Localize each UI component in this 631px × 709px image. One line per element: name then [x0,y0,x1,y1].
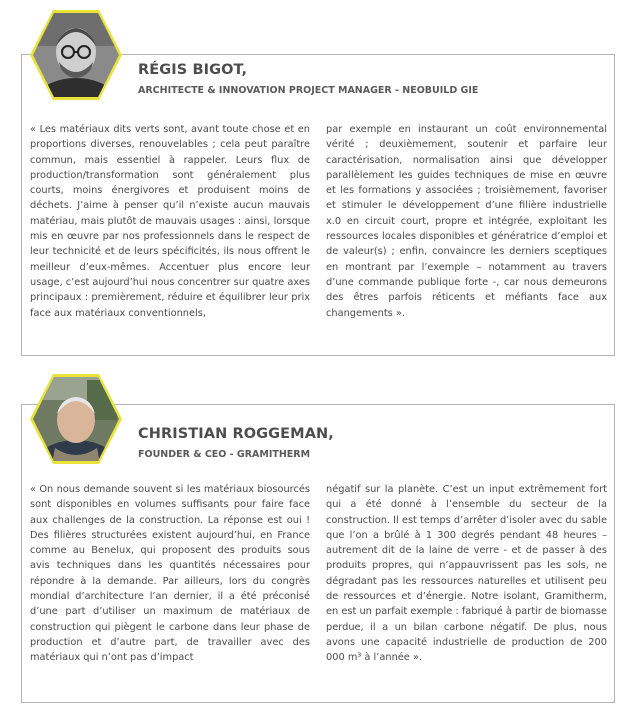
portrait-hexagon [27,6,125,104]
quote-column-right: négatif sur la planète. C’est un input extrêmement fort qui a été donné à l’ensemble du secteur de la construction. Il est temps d’arrêter d’isoler avec du sable que l’on a brûlé à 1 300 degrés pendant 48 heures – autrement dit de la laine de verre - et de passer à des produits propres, qui n’appauvrissent pas les sols, ne dégradant pas les ressources naturelles et utilisent peu de ressources et d’énergie. Notre isolant, Gramitherm, en est un parfait exemple : fabriqué à partir de biomasse perdue, il a un bilan carbone négatif. De plus, nous avons une capacité industrielle de production de 200 000 m³ à l’année ». [326,484,607,664]
person-role: FOUNDER & CEO - GRAMITHERM [138,449,311,460]
person-role: ARCHITECTE & INNOVATION PROJECT MANAGER - NEOBUILD GIE [138,85,479,96]
person-name: CHRISTIAN ROGGEMAN, [138,426,334,442]
quote-column-right: par exemple en instaurant un coût environnemental vérité ; deuxièmement, soutenir et parfaire leur caractérisation, normalisation ainsi que développer parallèlement les guides techniques de mise en œuvre et les formations y associées ; troisièmement, favoriser et stimuler le développement d’une filière industrielle x.0 en circuit court, propre et intégrée, exploitant les ressources locales disponibles et génératrice d’emploi et de valeur(s) ; enfin, convaincre les derniers sceptiques en montrant par l’exemple – notamment au travers d’une commande publique forte -, car nous demeurons des êtres parfois réticents et méfiants face aux changements ». [326,124,607,319]
quote-column-left: « On nous demande souvent si les matériaux biosourcés sont disponibles en volumes suffisants pour faire face aux challenges de la construction. La réponse est oui ! Des filières structurées existent aujourd’hui, en France comme au Benelux, qui proposent des produits sous avis techniques dans les quantités nécessaires pour répondre à la demande. Par ailleurs, lors du congrès mondial d’architecture l’an dernier, il a été préconisé d’une part d’utiliser un maximum de matériaux de construction qui piègent le carbone dans leur phase de production et d’autre part, de travailler avec des matériaux qui n’ont pas d’impact [30,484,310,664]
profile-card-regis-bigot [21,6,615,356]
quote-column-left: « Les matériaux dits verts sont, avant toute chose et en proportions diverses, renouvelables ; cela peut paraître commun, mais essentiel à rappeler. Leurs flux de production/transformation sont généralement plus courts, moins énergivores et produisent moins de déchets. J’aime à penser qu’il n’existe aucun mauvais matériau, mais plutôt de mauvais usages : ainsi, lorsque mis en œuvre par nos professionnels dans le respect de leur technicité et de leurs spécificités, ils nous offrent le meilleur d’eux-mêmes. Accentuer plus encore leur usage, c’est aujourd’hui nous concentrer sur quatre axes principaux : premièrement, réduire et équilibrer leur prix face aux matériaux conventionnels, [30,124,310,319]
portrait-hexagon [27,370,125,468]
person-name: RÉGIS BIGOT, [138,62,248,78]
profile-card-christian-roggeman [21,370,615,703]
